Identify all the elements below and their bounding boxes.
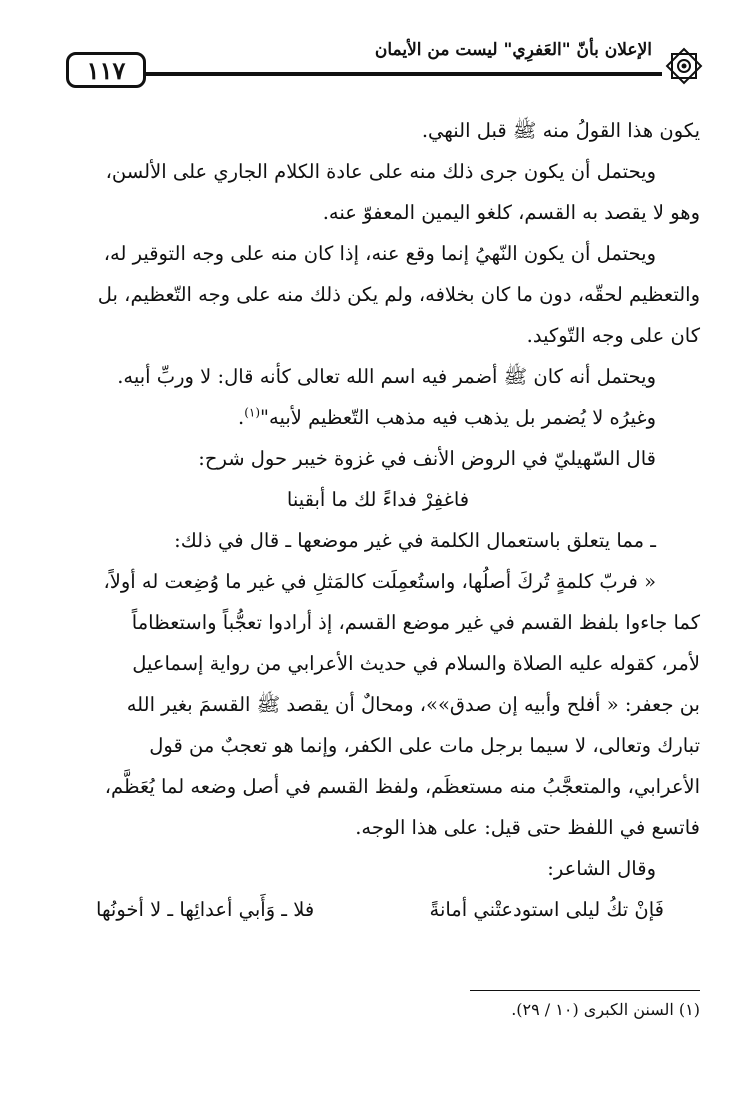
quote-line: كما جاءوا بلفظ القسم في غير موضع القسم، إذ أرادوا تعجُّباً واستعظاماً bbox=[131, 611, 700, 634]
verse-line: فاغفِرْ فداءً لك ما أبقينا bbox=[286, 488, 470, 511]
quote-line: لأمر، كقوله عليه الصلاة والسلام في حديث الأعرابي من رواية إسماعيل bbox=[132, 652, 700, 675]
page-header bbox=[56, 38, 706, 92]
paragraph: وهو لا يقصد به القسم، كلغو اليمين المعفوّ عنه. bbox=[322, 201, 700, 224]
paragraph: قال السّهيليّ في الروض الأنف في غزوة خيبر حول شرح: bbox=[198, 447, 656, 470]
running-title: الإعلان بأنّ "العَفرِي" ليست من الأيمان bbox=[374, 40, 652, 60]
paragraph: ـ مما يتعلق باستعمال الكلمة في غير موضعها ـ قال في ذلك: bbox=[174, 529, 656, 552]
quote-line: بن جعفر: « أفلح وأبيه إن صدق»»، ومحالٌ أن يقصد ﷺ القسمَ بغير الله bbox=[126, 693, 700, 716]
flower-ornament-icon bbox=[662, 44, 706, 88]
quote-line: فاتسع في اللفظ حتى قيل: على هذا الوجه. bbox=[355, 816, 700, 839]
paragraph: يكون هذا القولُ منه ﷺ قبل النهي. bbox=[421, 119, 700, 142]
main-text bbox=[56, 110, 700, 930]
page-number: ١١٧ bbox=[66, 52, 146, 88]
paragraph: ويحتمل أنه كان ﷺ أضمر فيه اسم الله تعالى كأنه قال: لا وربِّ أبيه. bbox=[117, 365, 656, 388]
quote-line: تبارك وتعالى، لا سيما برجل مات على الكفر، وإنما هو تعجبٌ من قول bbox=[149, 734, 700, 757]
footnote: (١) السنن الكبرى (١٠ / ٢٩). bbox=[511, 1000, 700, 1019]
paragraph: ويحتمل أن يكون النّهيُ إنما وقع عنه، إذا كان منه على وجه التوقير له، bbox=[103, 242, 656, 265]
footnote-ref: (١) bbox=[244, 405, 261, 420]
paragraph: والتعظيم لحقّه، دون ما كان بخلافه، ولم يكن ذلك منه على وجه التّعظيم، بل bbox=[97, 283, 700, 306]
poet-intro: وقال الشاعر: bbox=[547, 857, 656, 880]
quote-line: « فربّ كلمةٍ تُركَ أصلُها، واستُعمِلَت كالمَثلِ في غير ما وُضِعت له أولاً، bbox=[103, 570, 656, 593]
verse-hemistich-left: فلا ـ وَأَبي أعدائِها ـ لا أخونُها bbox=[96, 898, 315, 921]
footnote-divider bbox=[470, 990, 700, 991]
poetry-verse bbox=[56, 889, 700, 930]
header-rule bbox=[146, 72, 662, 76]
paragraph-text: وغيرُه لا يُضمر بل يذهب فيه مذهب التّعظيم لأبيه" bbox=[260, 406, 656, 429]
paragraph: ويحتمل أن يكون جرى ذلك منه على عادة الكلام الجاري على الألسن، bbox=[105, 160, 656, 183]
quote-line: الأعرابي، والمتعجَّبُ منه مستعظَم، ولفظ القسم في أصل وضعه لما يُعَظَّم، bbox=[104, 775, 700, 798]
verse-hemistich-right: فَإنْ تكُ ليلى استودعتْني أمانةً bbox=[429, 898, 664, 921]
paragraph: كان على وجه التّوكيد. bbox=[526, 324, 700, 347]
paragraph: وغيرُه لا يُضمر بل يذهب فيه مذهب التّعظيم لأبيه"$^{(١)}$. bbox=[237, 405, 656, 429]
